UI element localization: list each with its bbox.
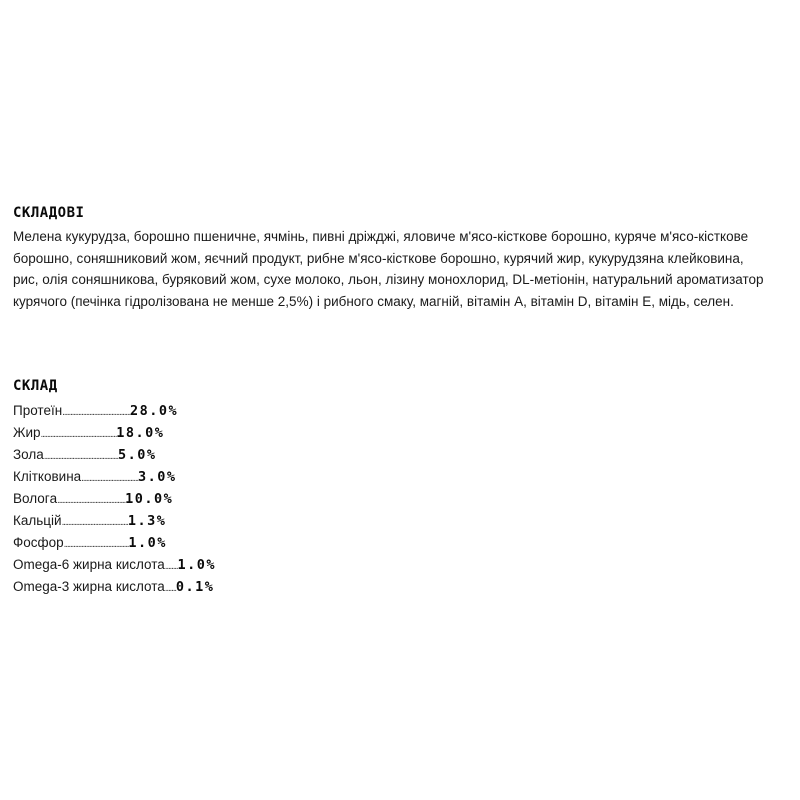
nutrient-name: Протеїн <box>13 403 63 418</box>
composition-row-fiber <box>13 466 216 488</box>
nutrient-name: Зола <box>13 447 44 462</box>
nutrient-value: 28.0% <box>130 403 179 419</box>
leader-dots: ............................................... <box>43 451 118 462</box>
leader-dots: ........................................... <box>62 407 131 418</box>
ingredients-heading: СКЛАДОВІ <box>13 205 85 221</box>
composition-row-omega6 <box>13 554 216 576</box>
nutrient-name: Omega-3 жирна кислота <box>13 579 165 594</box>
nutrient-name: Жир <box>13 425 41 440</box>
composition-row-ash <box>13 444 216 466</box>
leader-dots: .................................... <box>81 473 138 484</box>
leader-dots: ........ <box>164 561 178 572</box>
nutrient-value: 10.0% <box>125 491 174 507</box>
composition-row-omega3 <box>13 576 216 598</box>
nutrient-value: 1.3% <box>127 513 167 529</box>
nutrient-value: 5.0% <box>117 447 157 463</box>
nutrient-value: 0.1% <box>175 579 215 595</box>
leader-dots: ........................................... <box>57 495 126 506</box>
composition-row-fat <box>13 422 216 444</box>
leader-dots: ......................................... <box>63 539 129 550</box>
nutrient-name: Кальцій <box>13 513 62 528</box>
composition-row-calcium <box>13 510 216 532</box>
leader-dots: ................................................ <box>40 429 117 440</box>
ingredients-text: Мелена кукурудза, борошно пшеничне, ячмінь, пивні дріжджі, яловиче м'ясо-кісткове борошно, куряче м'ясо-кісткове борошно, соняшниковий жом, яєчний продукт, рибне м'ясо-кісткове борошно, курячий жир, кукурудзяна клейковина, рис, олія соняшникова, буряковий жом, сухе молоко, льон, лізину монохлорид, DL-метіонін, натуральний ароматизатор курячого (печінка гідролізована не менше 2,5%) і рибного смаку, магній, вітамін А, вітамін D, вітамін Е, мідь, селен. <box>13 229 764 309</box>
nutrient-value: 1.0% <box>128 535 167 551</box>
leader-dots: ....... <box>164 583 176 594</box>
composition-row-phosphorus <box>13 532 216 554</box>
nutrient-name: Клітковина <box>13 469 82 484</box>
composition-row-moisture <box>13 488 216 510</box>
composition-heading: СКЛАД <box>13 378 58 394</box>
leader-dots: .......................................... <box>61 517 128 528</box>
nutrient-value: 3.0% <box>138 469 177 485</box>
nutrient-name: Фосфор <box>13 535 64 550</box>
nutrient-value: 1.0% <box>177 557 216 573</box>
nutrient-name: Вологa <box>13 491 58 506</box>
product-composition-page <box>13 0 773 800</box>
nutrient-name: Omega-6 жирна кислота <box>13 557 165 572</box>
composition-list <box>13 400 216 598</box>
composition-row-protein <box>13 400 216 422</box>
nutrient-value: 18.0% <box>116 425 165 441</box>
